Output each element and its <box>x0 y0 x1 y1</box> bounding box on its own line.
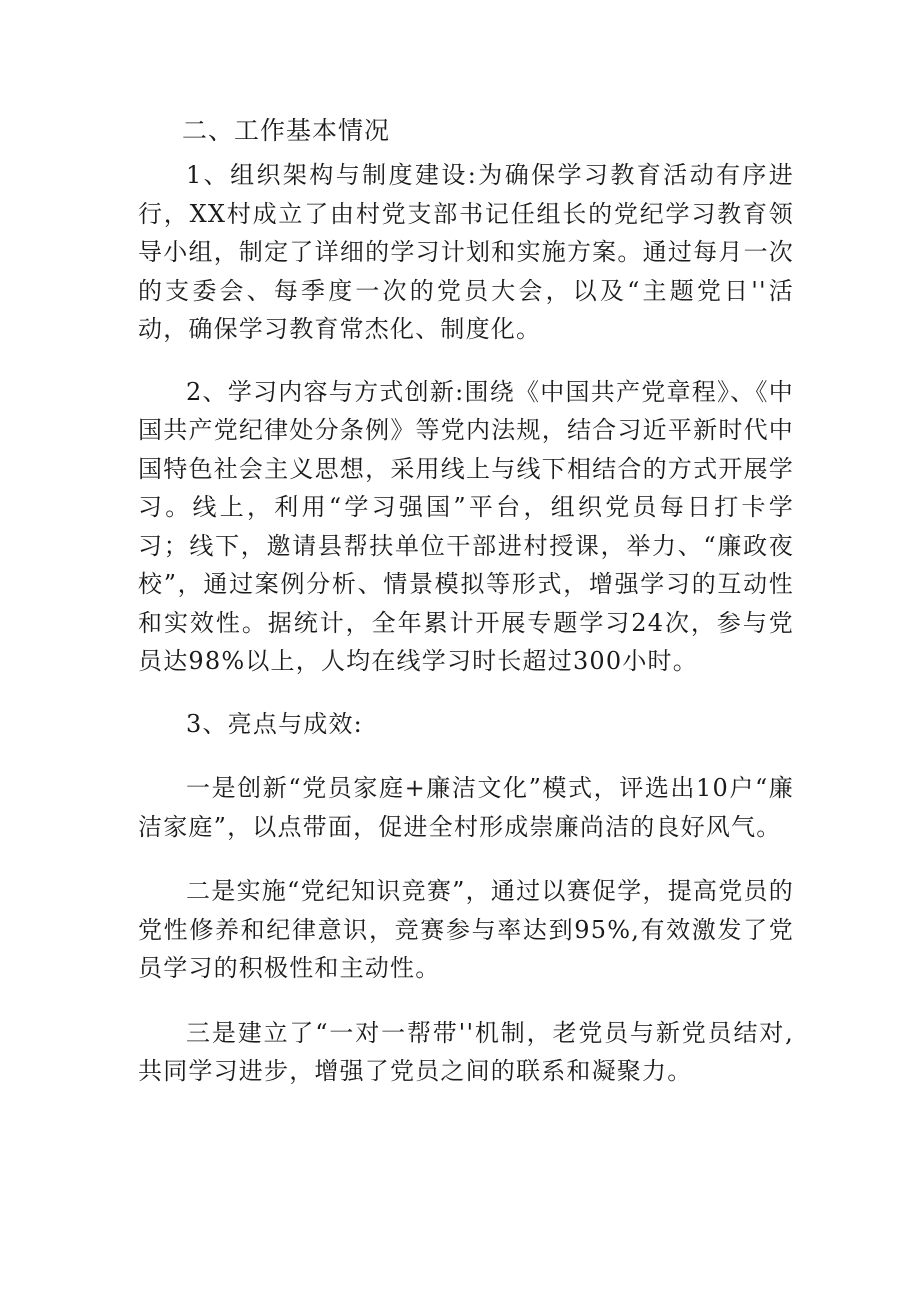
paragraph-highlights-heading: 3、亮点与成效: <box>186 709 363 738</box>
paragraph-learning-content: 2、学习内容与方式创新:围绕《中国共产党章程》、《中国共产党纪律处分条例》等党内法规，结合习近平新时代中国特色社会主义思想，采用线上与线下相结合的方式开展学习。线上，利用“学习强国”平台，组织党员每日打卡学习；线下，邀请县帮扶单位干部进村授课，举力、“廉政夜校”，通过案例分析、情景模拟等形式，增强学习的互动性和实效性。据统计，全年累计开展专题学习24次，参与党员达98%以上，人均在线学习时长超过300小时。 <box>138 377 794 675</box>
paragraph-highlight-three: 三是建立了“一对一帮带''机制，老党员与新党员结对,共同学习进步，增强了党员之间的联系和凝聚力。 <box>138 1018 794 1085</box>
paragraph-highlight-two: 二是实施“党纪知识竞赛”，通过以赛促学，提高党员的党性修养和纪律意识，竞赛参与率达到95%,有效激发了党员学习的积极性和主动性。 <box>138 877 794 982</box>
paragraph-organization: 1、组织架构与制度建设:为确保学习教育活动有序进行，XX村成立了由村党支部书记任组长的党纪学习教育领导小组，制定了详细的学习计划和实施方案。通过每月一次的支委会、每季度一次的党员大会，以及“主题党日''活动，确保学习教育常杰化、制度化。 <box>138 161 794 343</box>
paragraph-highlight-one: 一是创新“党员家庭+廉洁文化”模式，评选出10户“廉洁家庭”，以点带面，促进全村形成崇廉尚洁的良好风气。 <box>138 774 794 841</box>
document-page <box>138 108 794 1091</box>
section-heading: 二、工作基本情况 <box>182 116 391 145</box>
